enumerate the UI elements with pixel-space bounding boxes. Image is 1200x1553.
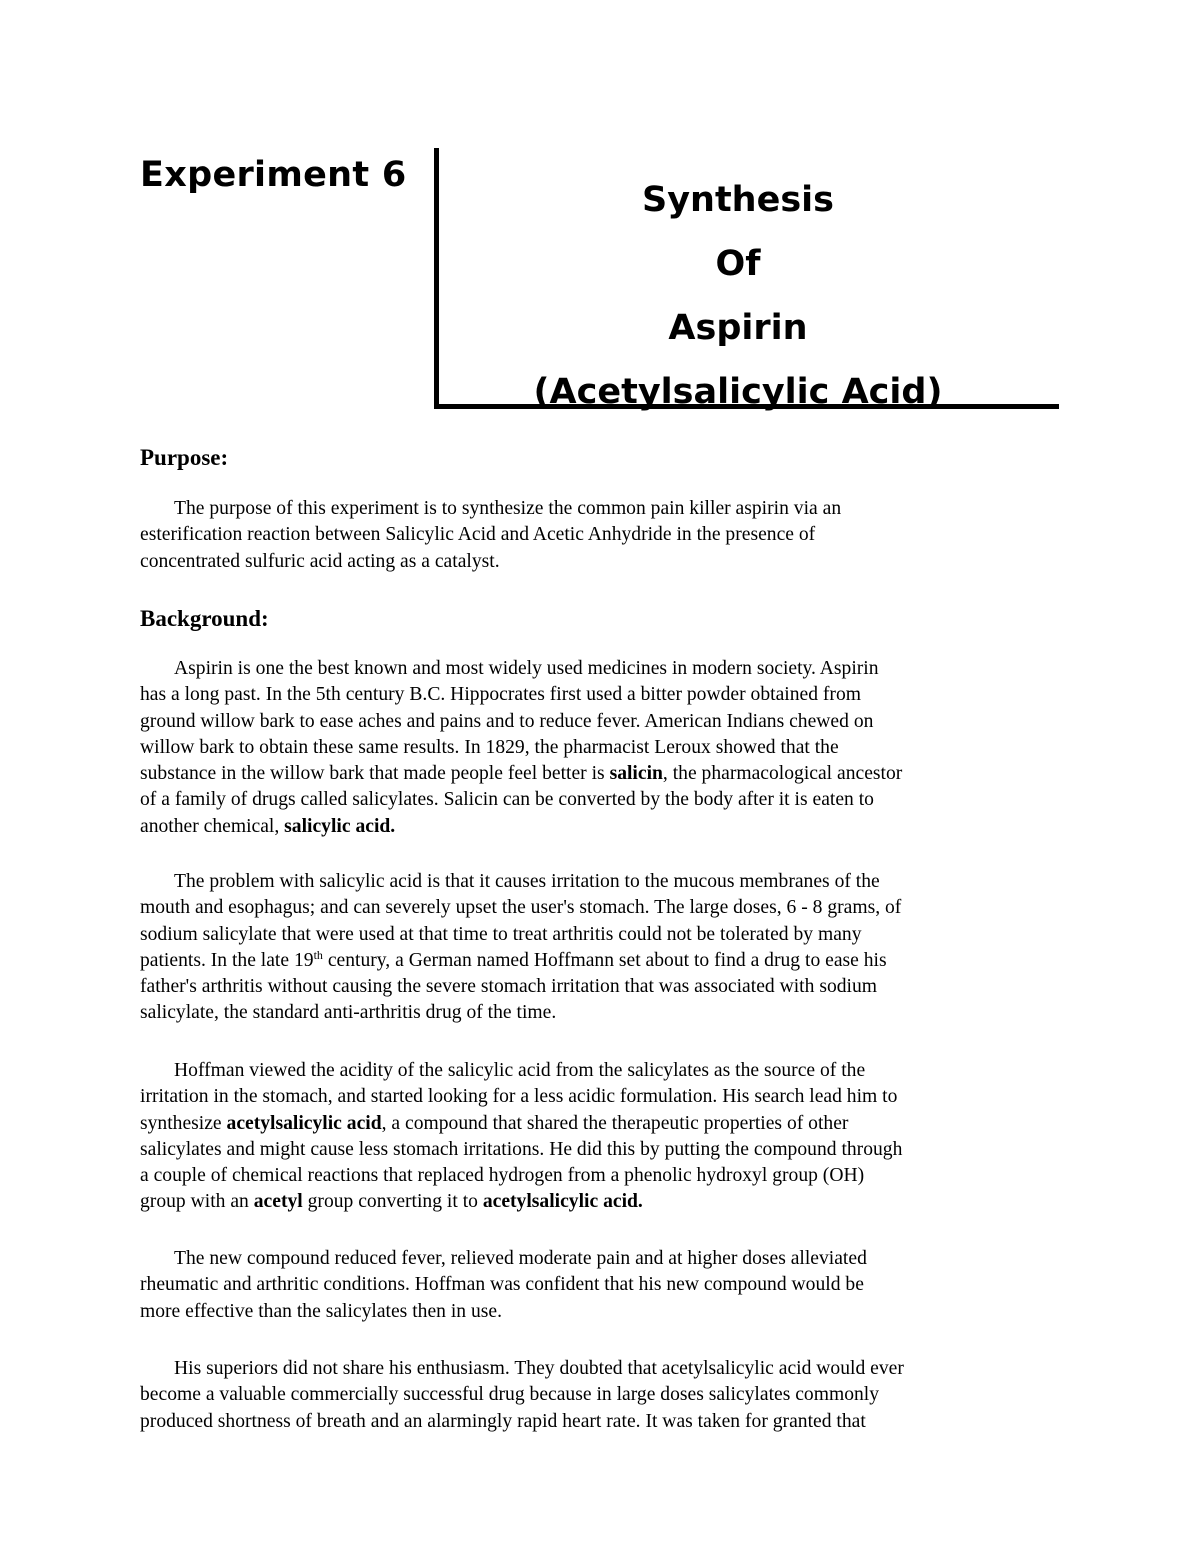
text-run: , a compound that shared the therapeutic properties of other [381, 1112, 849, 1134]
experiment-label: Experiment 6 [140, 155, 407, 195]
text-line [140, 1111, 1060, 1137]
background-paragraph-2 [140, 869, 1060, 1027]
text-run: patients. In the late 19 [140, 949, 314, 971]
text-line: father's arthritis without causing the severe stomach irritation that was associated with sodium [140, 976, 878, 998]
title-line: Synthesis [642, 180, 834, 220]
text-line: irritation in the stomach, and started looking for a less acidic formulation. His search lead him to [140, 1086, 898, 1108]
bold-term: acetylsalicylic acid [226, 1112, 382, 1134]
title-line: Of [715, 244, 761, 284]
bold-term: acetylsalicylic acid. [482, 1191, 643, 1213]
text-line: His superiors did not share his enthusiasm. They doubted that acetylsalicylic acid would ever [174, 1358, 904, 1379]
purpose-paragraph [140, 496, 1060, 575]
text-line: more effective than the salicylates then in use. [140, 1300, 502, 1322]
text-line: rheumatic and arthritic conditions. Hoffman was confident that his new compound would be [140, 1274, 864, 1296]
bold-term: salicylic acid. [284, 815, 396, 837]
text-line: salicylates and might cause less stomach irritations. He did this by putting the compound through [140, 1138, 903, 1160]
text-line: concentrated sulfuric acid acting as a catalyst. [140, 550, 500, 572]
text-line: ground willow bark to ease aches and pains and to reduce fever. American Indians chewed on [140, 710, 874, 732]
text-run: another chemical, [140, 815, 285, 837]
text-line: become a valuable commercially successful drug because in large doses salicylates commonly [140, 1384, 880, 1406]
text-run: group converting it to [302, 1191, 483, 1213]
text-line: The new compound reduced fever, relieved moderate pain and at higher doses alleviated [174, 1248, 867, 1269]
text-line [140, 761, 1060, 787]
purpose-heading: Purpose: [140, 445, 229, 470]
superscript: th [313, 947, 323, 962]
background-paragraph-5 [140, 1356, 1060, 1435]
text-run: group with an [140, 1191, 254, 1213]
text-line: salicylate, the standard anti-arthritis drug of the time. [140, 1002, 557, 1024]
text-line [140, 1189, 1060, 1215]
text-line: esterification reaction between Salicylic Acid and Acetic Anhydride in the presence of [140, 524, 816, 546]
text-line: Hoffman viewed the acidity of the salicylic acid from the salicylates as the source of the [174, 1060, 866, 1081]
text-run: substance in the willow bark that made people feel better is [140, 763, 610, 785]
text-run: synthesize [140, 1112, 227, 1134]
text-run: century, a German named Hoffmann set about to find a drug to ease his [322, 949, 887, 971]
text-line: willow bark to obtain these same results. In 1829, the pharmacist Leroux showed that the [140, 736, 839, 758]
text-line: mouth and esophagus; and can severely upset the user's stomach. The large doses, 6 - 8 grams, of [140, 897, 902, 919]
title-line: Aspirin [668, 308, 808, 348]
background-paragraph-4 [140, 1246, 1060, 1325]
text-run: , the pharmacological ancestor [662, 763, 903, 785]
text-line: a couple of chemical reactions that replaced hydrogen from a phenolic hydroxyl group (OH) [140, 1165, 865, 1187]
title-line: (Acetylsalicylic Acid) [533, 372, 943, 412]
bold-term: salicin [609, 763, 663, 785]
text-line: Aspirin is one the best known and most widely used medicines in modern society. Aspirin [174, 658, 879, 679]
text-line: sodium salicylate that were used at that time to treat arthritis could not be tolerated by many [140, 923, 862, 945]
background-paragraph-1 [140, 656, 1060, 840]
text-line: has a long past. In the 5th century B.C. Hippocrates first used a bitter powder obtained from [140, 684, 861, 706]
document-title [438, 168, 1038, 424]
background-paragraph-3 [140, 1058, 1060, 1216]
bold-term: acetyl [253, 1191, 303, 1213]
text-line [140, 948, 1060, 974]
text-line: The purpose of this experiment is to synthesize the common pain killer aspirin via an [174, 498, 842, 519]
text-line [140, 814, 1060, 840]
text-line: of a family of drugs called salicylates. Salicin can be converted by the body after it is eaten to [140, 789, 874, 811]
text-line: The problem with salicylic acid is that it causes irritation to the mucous membranes of the [174, 871, 880, 892]
text-line: produced shortness of breath and an alarmingly rapid heart rate. It was taken for granted that [140, 1410, 866, 1432]
background-heading: Background: [140, 606, 269, 631]
